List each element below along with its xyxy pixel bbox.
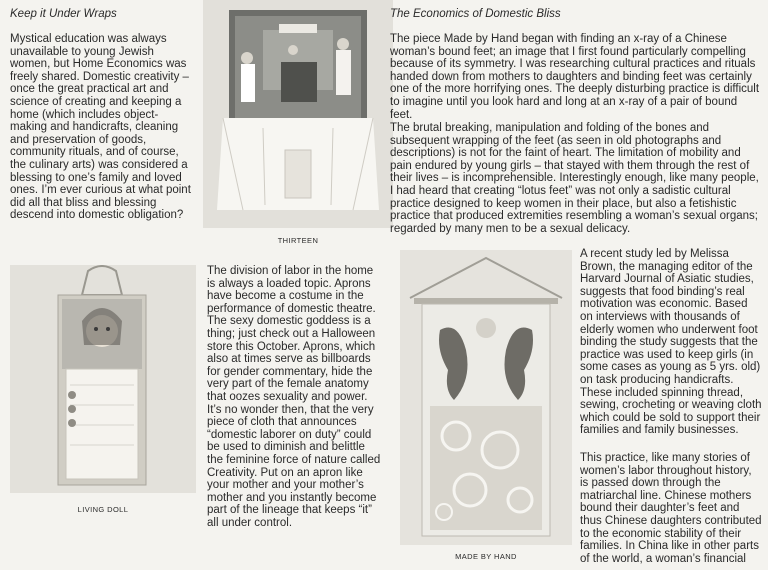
section-heading-wraps: Keep it Under Wraps xyxy=(10,8,117,20)
living-doll-photo xyxy=(10,265,196,493)
thirteen-photo xyxy=(203,0,393,228)
economics-paragraph-1: The piece Made by Hand began with finding an x-ray of a Chinese woman’s bound feet; an image that I first found particularly compelling because of its symmetry. I was researching cultural practices and rituals handed down from mothers to daughters and binding feet was certainly one of the more horrifying ones. The deeply disturbing practice is difficult to imagine until you look hard and long at an x-ray of a pair of bound feet. xyxy=(390,33,760,121)
economics-paragraph-3: A recent study led by Melissa Brown, the managing editor of the Harvard Journal of Asiatic studies, suggests that food binding’s real motivation was economic. Based on interviews with thousands of elderly women who underwent foot binding the study suggests that the practice was used to keep girls (in some cases as young as 5 yrs. old) on task producing handicrafts. These included spinning thread, sewing, crocheting or weaving cloth which could be sold to support their families and family businesses. xyxy=(580,248,762,437)
aprons-paragraph: The division of labor in the home is always a loaded topic. Aprons have become a costume in the performance of domestic theatre. The sexy domestic goddess is a thing; just check out a Halloween store this October. Aprons, which also at times serve as billboards for gender commentary, hide the very part of the female anatomy that oozes sexuality and power. It’s no wonder then, that the very piece of cloth that announces “domestic laborer on duty” could be used to diminish and belittle the feminine force of nature called Creativity. Put on an apron like your mother and your mother’s mother and you instantly become part of the lineage that keeps “it” all under control. xyxy=(207,265,381,529)
thirteen-caption: THIRTEEN xyxy=(277,236,319,245)
economics-paragraph-2: The brutal breaking, manipulation and folding of the bones and subsequent wrapping of the feet (as seen in old photographs and descriptions) is not for the faint of heart. The limitation of mobility and pain endured by young girls – that stayed with them through the rest of their lives – is incomprehensible. Interestingly enough, like many people, I had heard that creating “lotus feet” was not only a sadistic cultural practice designed to keep women in their place, but also a fetishistic practice that produced extremities resembling a woman’s sexual organs; regarded by many men to be a sexual delicacy. xyxy=(390,122,759,235)
section-heading-economics: The Economics of Domestic Bliss xyxy=(390,8,561,20)
wraps-paragraph: Mystical education was always unavailable to young Jewish women, but Home Economics was freely shared. Domestic creativity – once the great practical art and science of creating and keeping a home (which includes object-making and handicrafts, cleaning and preservation of goods, community rituals, and of course, the culinary arts) was considered a blessing to one’s family and loved ones. I’m ever curious at what point did all that bliss and blessing descend into domestic obligation? xyxy=(10,33,191,222)
made-by-hand-photo xyxy=(400,250,572,545)
made-by-hand-caption: MADE BY HAND xyxy=(455,552,517,561)
living-doll-caption: LIVING DOLL xyxy=(77,505,129,514)
economics-paragraph-4: This practice, like many stories of women’s labor throughout history, is passed down through the matriarchal line. Chinese mothers bound their daughter’s feet and thus Chinese daughters contributed to the economic stability of their families. In China like in other parts of the world, a woman’s financial xyxy=(580,452,762,565)
